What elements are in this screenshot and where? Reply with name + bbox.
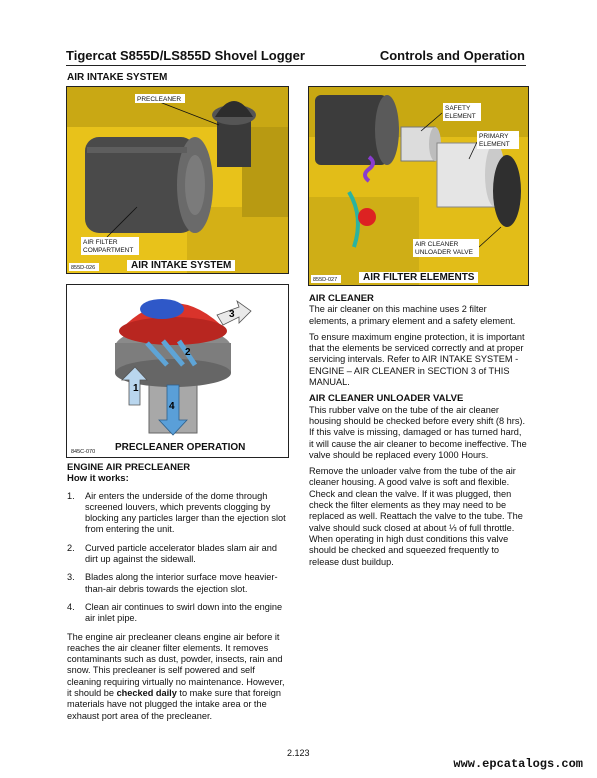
step-number-4: 4 [169, 401, 175, 412]
paragraph: To ensure maximum engine protection, it is important that the elements be serviced correctly and at proper servicing intervals. Refer to AIR INTAKE SYSTEM - ENGINE – AIR CLEANER in SECTION 3 of THIS MANUAL. [309, 331, 525, 388]
figure-caption: PRECLEANER OPERATION [111, 442, 249, 453]
header-title: Tigercat S855D/LS855D Shovel Logger [66, 48, 305, 63]
list-item [67, 602, 289, 625]
page-number: 2.123 [287, 748, 310, 758]
step-num: 2. [67, 542, 75, 553]
heading-engine-air-precleaner: ENGINE AIR PRECLEANER [67, 462, 191, 473]
figure-precleaner-operation [66, 284, 289, 458]
label-air-cleaner: AIR CLEANER [415, 241, 459, 248]
figure-code: 855D-027 [313, 277, 338, 283]
precleaner-paragraph [67, 632, 289, 722]
subheading-how-it-works: How it works: [67, 473, 129, 485]
figure-air-intake-system [66, 86, 289, 274]
para-text: to make sure that foreign materials have not plugged the intake area or the exhaust port area of the precleaner. [67, 688, 282, 721]
footer-url[interactable]: www.epcatalogs.com [453, 757, 583, 771]
label-primary-element: ELEMENT [479, 141, 510, 148]
step-text: Air enters the underside of the dome through screened louvers, which prevents clogging by blocking any particles larger than the ejection slot from entering the unit. [85, 490, 286, 535]
para-text: The engine air precleaner cleans engine air before it reaches the air cleaner filter elements. It removes contaminants such as dust, powder, insects, rain and snow. This precleaner is self powered and self cleaning requiring virtually no maintenance. However, it should be [67, 631, 285, 699]
para-bold: checked daily [116, 688, 177, 699]
label-primary: PRIMARY [479, 133, 509, 140]
figure-code: 845C-070 [71, 449, 96, 455]
header-section: Controls and Operation [379, 48, 525, 63]
label-unloader-valve: UNLOADER VALVE [415, 249, 473, 256]
label-air-filter: AIR FILTER [83, 239, 118, 246]
label-safety-element: ELEMENT [445, 113, 476, 120]
figure-air-filter-elements [308, 86, 529, 286]
steps-list [67, 491, 289, 625]
air-intake-illustration [67, 87, 288, 273]
label-compartment: COMPARTMENT [83, 247, 134, 254]
step-number-2: 2 [185, 347, 191, 358]
list-item [67, 572, 289, 595]
step-text: Blades along the interior surface move heavier-than-air debris towards the ejection slot. [85, 572, 278, 594]
paragraph: This rubber valve on the tube of the air cleaner housing should be checked before every shift (8 hrs). If this valve is missing, damaged or has turned hard, it will cause the air cleaner to become ineffective. The valve should be replaced every 1000 Hours. [309, 404, 527, 460]
figure-code: 855D-026 [71, 265, 96, 271]
precleaner-illustration [67, 285, 288, 457]
step-num: 4. [67, 601, 75, 612]
step-num: 1. [67, 490, 75, 501]
heading-air-cleaner: AIR CLEANER [309, 293, 374, 304]
step-num: 3. [67, 572, 75, 583]
section-title: AIR INTAKE SYSTEM [67, 72, 168, 83]
label-precleaner: PRECLEANER [137, 96, 182, 103]
list-item [67, 543, 289, 566]
header-rule [66, 65, 526, 66]
heading-unloader-valve: AIR CLEANER UNLOADER VALVE [309, 393, 464, 405]
right-column [309, 293, 527, 573]
paragraph: The air cleaner on this machine uses 2 filter elements, a primary element and a safety element. [309, 304, 516, 326]
left-column [67, 462, 289, 727]
step-number-1: 1 [133, 383, 139, 394]
label-safety: SAFETY [445, 105, 471, 112]
air-filter-illustration [309, 87, 528, 285]
figure-caption: AIR INTAKE SYSTEM [127, 260, 235, 271]
step-number-3: 3 [229, 309, 235, 320]
figure-caption: AIR FILTER ELEMENTS [359, 272, 478, 283]
list-item [67, 491, 289, 536]
step-text: Curved particle accelerator blades slam air and dirt up against the sidewall. [85, 542, 278, 565]
step-text: Clean air continues to swirl down into the engine air inlet pipe. [85, 601, 283, 624]
paragraph: Remove the unloader valve from the tube of the air cleaner housing. A good valve is soft and flexible. Check and clean the valve. If it was plugged, then check the filter elements as they may need to be replaced as well. Reattach the valve to the tube. The valve should suck closed at about ⅓ of full throttle. When operating in high dust conditions this valve should be checked and squeezed frequently to release dust buildup. [309, 466, 523, 567]
